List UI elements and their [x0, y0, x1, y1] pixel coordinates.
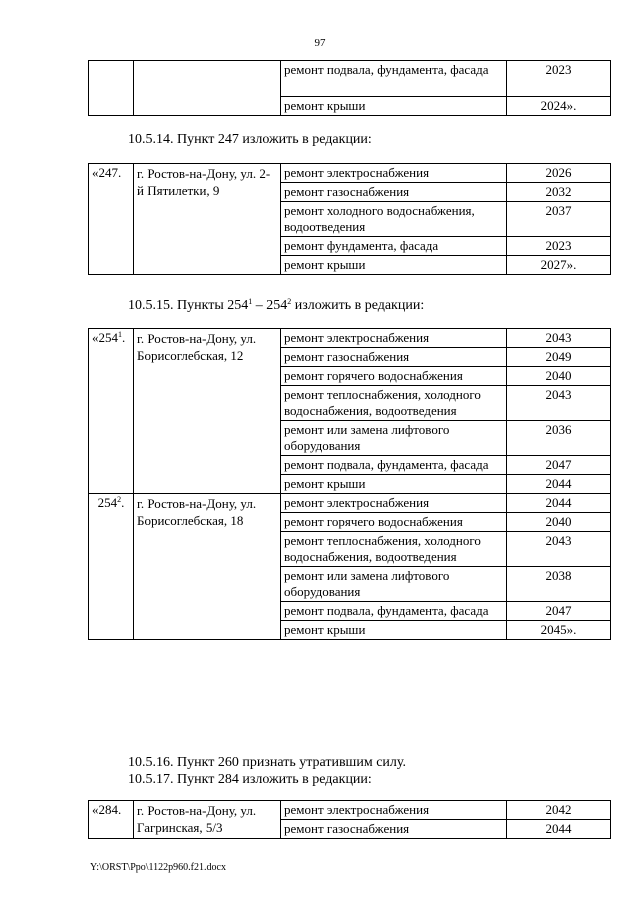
work-cell: ремонт подвала, фундамента, фасада: [281, 602, 507, 621]
superscript: 1: [248, 297, 253, 306]
num-cell: [89, 61, 134, 116]
table-row: [89, 61, 611, 97]
table-284: [88, 800, 611, 839]
table-254: [88, 328, 611, 640]
page-number: 97: [314, 37, 326, 49]
year-cell: 2032: [507, 183, 611, 202]
year-cell: 2036: [507, 421, 611, 456]
work-cell: ремонт подвала, фундамента, фасада: [281, 456, 507, 475]
para-text: 10.5.15. Пункты 254: [128, 298, 249, 313]
work-cell: ремонт горячего водоснабжения: [281, 367, 507, 386]
work-cell: ремонт газоснабжения: [281, 820, 507, 839]
year-cell: 2043: [507, 532, 611, 567]
work-cell: ремонт теплоснабжения, холодного водоснабжения, водоотведения: [281, 532, 507, 567]
year-cell: 2042: [507, 801, 611, 820]
year-cell: 2044: [507, 475, 611, 494]
year-cell: 2047: [507, 456, 611, 475]
table-continuation: [88, 60, 611, 116]
address-cell: г. Ростов-на-Дону, ул. Гагринская, 5/3: [134, 801, 281, 839]
year-cell: 2027».: [507, 256, 611, 275]
table-row: [89, 164, 611, 183]
year-cell: 2047: [507, 602, 611, 621]
work-cell: ремонт электроснабжения: [281, 164, 507, 183]
year-cell: 2040: [507, 513, 611, 532]
work-cell: ремонт холодного водоснабжения, водоотведения: [281, 202, 507, 237]
year-cell: 2038: [507, 567, 611, 602]
address-cell: г. Ростов-на-Дону, ул. Борисоглебская, 12: [134, 329, 281, 494]
year-cell: 2024».: [507, 97, 611, 116]
work-cell: ремонт крыши: [281, 97, 507, 116]
superscript: 2: [287, 297, 292, 306]
para-text: – 254: [252, 298, 288, 313]
year-cell: 2044: [507, 820, 611, 839]
work-cell: ремонт электроснабжения: [281, 329, 507, 348]
work-cell: ремонт газоснабжения: [281, 348, 507, 367]
work-cell: ремонт теплоснабжения, холодного водоснабжения, водоотведения: [281, 386, 507, 421]
address-cell: г. Ростов-на-Дону, ул. Борисоглебская, 18: [134, 494, 281, 640]
work-cell: ремонт крыши: [281, 256, 507, 275]
year-cell: 2023: [507, 237, 611, 256]
year-cell: 2026: [507, 164, 611, 183]
paragraph-10-5-17: 10.5.17. Пункт 284 изложить в редакции:: [128, 772, 372, 787]
year-cell: 2043: [507, 386, 611, 421]
year-cell: 2040: [507, 367, 611, 386]
work-cell: ремонт или замена лифтового оборудования: [281, 421, 507, 456]
table-row: [89, 329, 611, 348]
work-cell: ремонт крыши: [281, 621, 507, 640]
paragraph-10-5-14: 10.5.14. Пункт 247 изложить в редакции:: [128, 132, 372, 147]
year-cell: 2023: [507, 61, 611, 97]
num-cell: «284.: [89, 801, 134, 839]
file-path-footer: Y:\ORST\Ppo\1122p960.f21.docx: [90, 862, 226, 873]
work-cell: ремонт или замена лифтового оборудования: [281, 567, 507, 602]
address-cell: г. Ростов-на-Дону, ул. 2-й Пятилетки, 9: [134, 164, 281, 275]
para-text: изложить в редакции:: [291, 298, 425, 313]
year-cell: 2044: [507, 494, 611, 513]
table-row: [89, 801, 611, 820]
work-cell: ремонт горячего водоснабжения: [281, 513, 507, 532]
year-cell: 2049: [507, 348, 611, 367]
work-cell: ремонт газоснабжения: [281, 183, 507, 202]
paragraph-10-5-15: [128, 298, 424, 314]
num-cell: «$254^1$.: [89, 329, 134, 494]
num-cell: «247.: [89, 164, 134, 275]
work-cell: ремонт подвала, фундамента, фасада: [281, 61, 507, 97]
work-cell: ремонт электроснабжения: [281, 801, 507, 820]
num-cell: $254^2$.: [89, 494, 134, 640]
paragraph-10-5-16: 10.5.16. Пункт 260 признать утратившим силу.: [128, 755, 406, 770]
address-cell: [134, 61, 281, 116]
table-row: [89, 494, 611, 513]
year-cell: 2037: [507, 202, 611, 237]
work-cell: ремонт электроснабжения: [281, 494, 507, 513]
year-cell: 2043: [507, 329, 611, 348]
year-cell: 2045».: [507, 621, 611, 640]
work-cell: ремонт крыши: [281, 475, 507, 494]
work-cell: ремонт фундамента, фасада: [281, 237, 507, 256]
table-247: [88, 163, 611, 275]
